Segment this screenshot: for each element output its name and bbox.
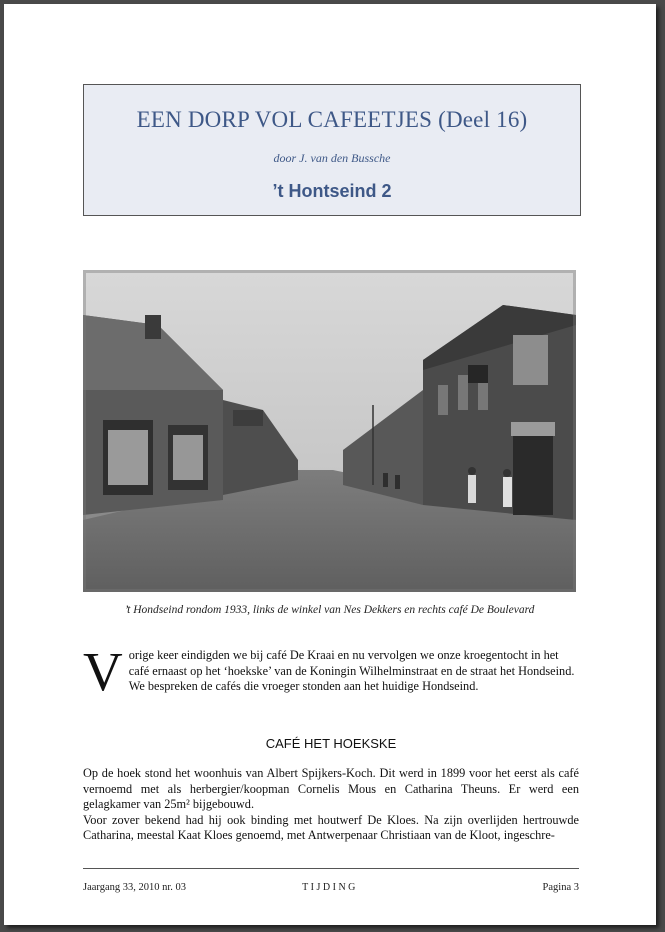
body-paragraph: Op de hoek stond het woonhuis van Albert Spijkers-Koch. Dit werd in 1899 voor het eerst als café vernoemd met als herbergier/koopman Cornelis Mous en Catharina Theuns. Er werd een gelagkamer van 25m² bijgebouwd. [83,766,579,811]
article-header [83,84,581,216]
footer-divider [83,868,579,869]
section-heading: CAFÉ HET HOEKSKE [265,736,397,751]
intro-paragraph [83,641,579,702]
footer-page-number: Pagina 3 [542,882,579,893]
document-page [4,4,656,925]
photo-caption: ’t Hondseind rondom 1933, links de winkel van Nes Dekkers en rechts café De Boulevard [124,604,535,616]
drop-cap: V [83,641,123,702]
historic-street-photo [83,270,576,592]
footer-volume: Jaargang 33, 2010 nr. 03 [83,882,187,893]
section-body [83,766,579,844]
article-subtitle: ’t Hontseind 2 [272,181,392,201]
body-paragraph: Voor zover bekend had hij ook binding met houtwerf De Kloes. Na zijn overlijden hertrouwde Catharina, meestal Kaat Kloes genoemd, met Antwerpenaar Christiaan van de Kloot, ingeschre- [83,812,579,842]
article-byline: door J. van den Bussche [273,151,391,165]
intro-text: orige keer eindigden we bij café De Kraai en nu vervolgen we onze kroegentocht in het café ernaast op het ‘hoekske’ van de Koningin Wilhelminstraat en de straat het Hondseind. We bespreken de cafés die vroeger stonden aan het huidige Hondseind. [128,648,575,693]
footer-publication: TIJDING [302,882,358,893]
article-title: EEN DORP VOL CAFEETJES (Deel 16) [136,107,528,132]
